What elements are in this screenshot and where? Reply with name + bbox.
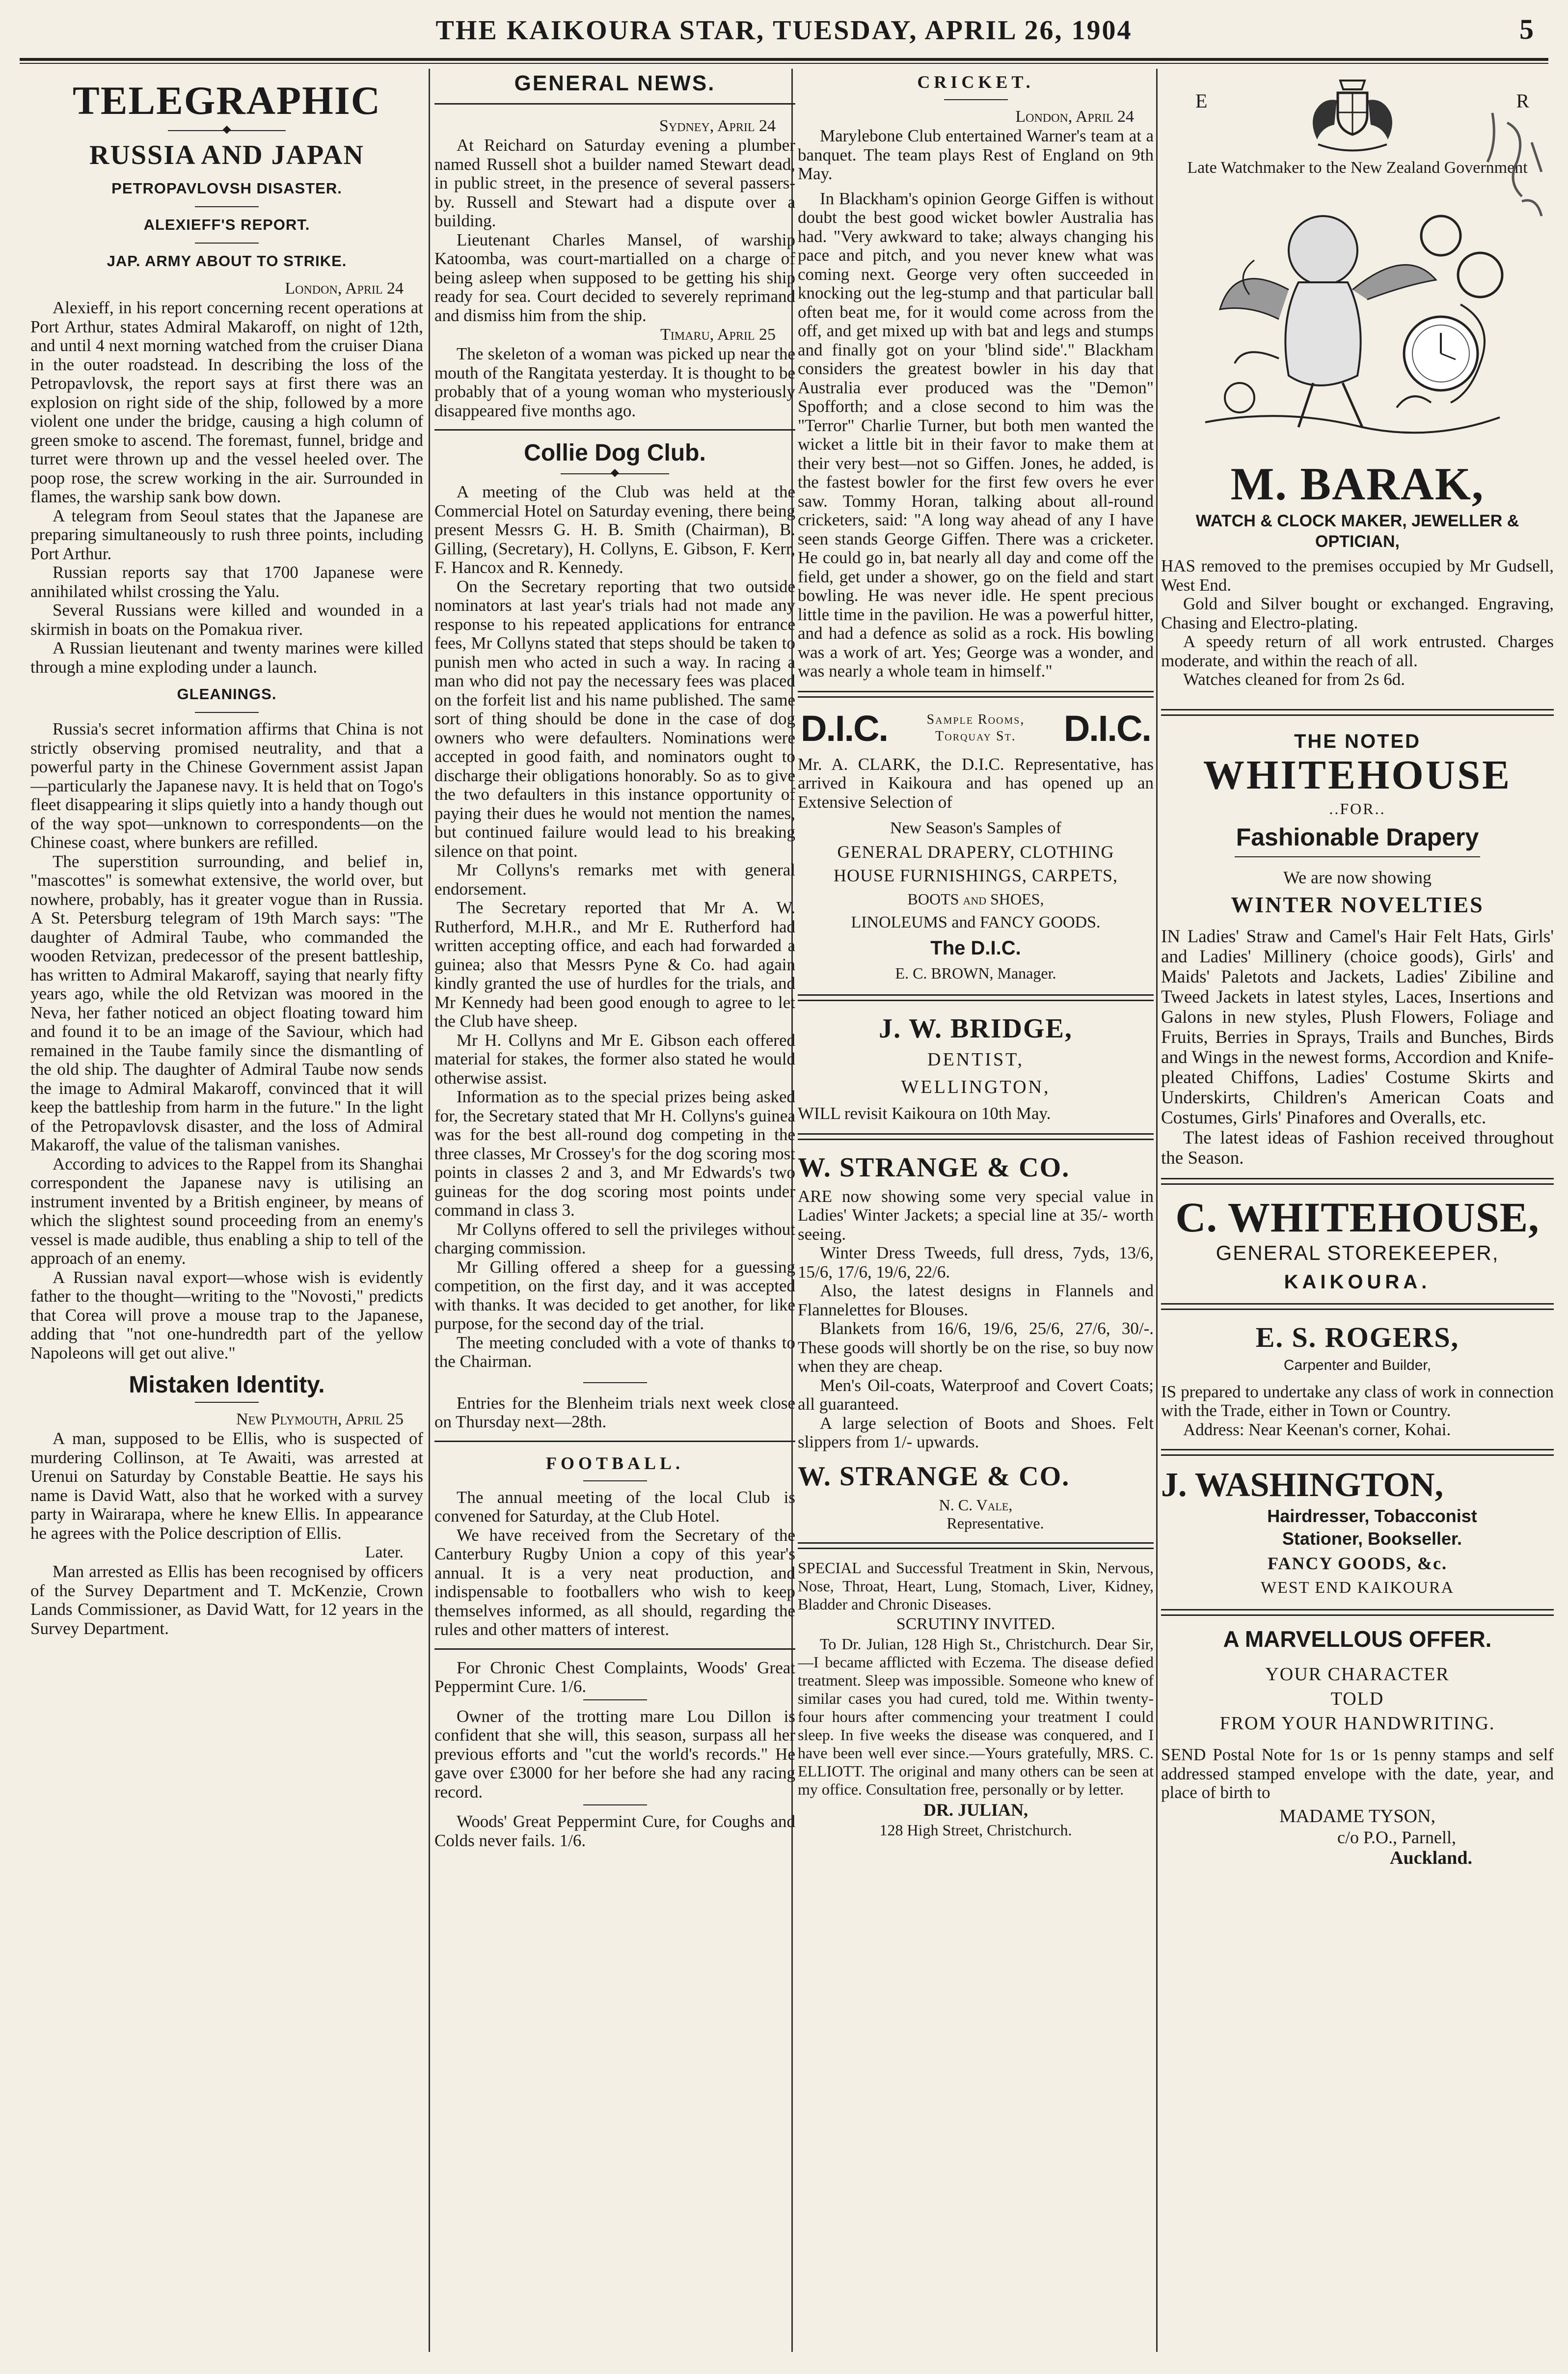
tyson-address: c/o P.O., Parnell, [1337, 1827, 1456, 1847]
headline-russia-japan: RUSSIA AND JAPAN [89, 140, 364, 170]
article-paragraph: According to advices to the Rappel from its Shanghai correspondent the Japanese navy is utilising an instrument invented by a British engineer, by means of which the slightest sound proceeding from an enemy's vessel is made audible, thus enabling a ship to tell of the approach of an enemy. [30, 1154, 423, 1268]
subhead-alexieff: ALEXIEFF'S REPORT. [143, 216, 310, 233]
marvellous-offer: A MARVELLOUS OFFER. [1223, 1626, 1492, 1652]
article-paragraph: Mr H. Collyns and Mr E. Gibson each offered material for stakes, the former also stated he would otherwise assist. [434, 1030, 795, 1088]
julian-address: 128 High Street, Christchurch. [879, 1821, 1072, 1839]
column-cricket [798, 69, 1154, 2352]
dic-line: HOUSE FURNISHINGS, CARPETS, [833, 866, 1118, 885]
advert-dic [798, 708, 1154, 985]
strange-paragraph: Blankets from 16/6, 19/6, 25/6, 27/6, 30/-. These goods will shortly be on the rise, so buy now when they are cheap. [798, 1319, 1154, 1376]
rule [434, 103, 795, 105]
rogers-paragraph: IS prepared to undertake any class of work in connection with the Trade, either in Town or Country. [1161, 1382, 1554, 1420]
julian-name: DR. JULIAN, [923, 1800, 1028, 1820]
double-rule [1161, 1303, 1554, 1310]
strange-name-2: W. STRANGE & CO. [798, 1461, 1070, 1492]
julian-intro: SPECIAL and Successful Treatment in Skin, Nervous, Nose, Throat, Heart, Lung, Stomach, Liver, Kidney, Bladder and Chronic Diseases. [798, 1558, 1154, 1613]
page-number: 5 [1519, 13, 1534, 45]
tyson-paragraph: SEND Postal Note for 1s or 1s penny stamps and self addressed stamped envelope with the date, year, and place of birth to [1161, 1745, 1554, 1802]
barak-paragraph: Watches cleaned for from 2s 6d. [1183, 670, 1406, 689]
article-paragraph: A Russian naval export—whose wish is evidently father to the thought—writing to the "Novosti," predicts that Corea will prove a mouse trap to the Japanese, adding that "not one-hundredth part of the yellow Napoleons will get out alive." [30, 1267, 423, 1363]
subhead-gleanings: GLEANINGS. [177, 685, 277, 703]
article-paragraph: On the Secretary reporting that two outside nominators at last year's trials had not made any response to his repeated applications for entrance fees, Mr Collyns stated that steps should be taken to punish men who acted in such a way. In racing a man who did not pay the necessary fees was placed on the forfeit list and his name published. The same sort of thing should be done in the case of dog owners who were defaulters. Nominations were accepted in good faith, and nominators ought to discharge their obligations honorably. So as to give the two defaulters in this instance opportunity of paying their dues he would not mention the names, but continued failure would lead to his breaking silence on that point. [434, 576, 795, 861]
advert-bridge-dentist [798, 1011, 1154, 1123]
short-rule [195, 712, 259, 713]
rule [434, 429, 795, 431]
crest-letter-right: R [1516, 90, 1529, 112]
dateline: Sydney, April 24 [659, 117, 776, 135]
article-paragraph: A telegram from Seoul states that the Japanese are preparing simultaneously to rush three points, including Port Arthur. [30, 506, 423, 563]
dic-line: GENERAL DRAPERY, CLOTHING [837, 842, 1114, 862]
dic-line: New Season's Samples of [890, 819, 1061, 837]
short-rule [195, 243, 259, 244]
dic-line: BOOTS and SHOES, [907, 890, 1044, 908]
whitehouse-paragraph: The latest ideas of Fashion received throughout the Season. [1161, 1127, 1554, 1168]
general-storekeeper: GENERAL STOREKEEPER, [1216, 1241, 1499, 1264]
rule [434, 1441, 795, 1442]
advert-tyson [1161, 1626, 1554, 1868]
article-paragraph: Man arrested as Ellis has been recognised by officers of the Survey Department and T. McKenzie, Crown Lands Commissioner, as David Watt, for 12 years in the Survey Department. [30, 1562, 423, 1638]
double-rule [1161, 709, 1554, 716]
julian-head: SCRUTINY INVITED. [896, 1614, 1055, 1633]
masthead [25, 0, 1543, 59]
section-title-telegraphic: TELEGRAPHIC [73, 78, 381, 123]
masthead-rule-thin [20, 63, 1548, 64]
barak-paragraph: HAS removed to the premises occupied by Mr Gudsell, West End. [1161, 556, 1554, 595]
short-rule [583, 1699, 647, 1700]
dateline: Timaru, April 25 [660, 326, 776, 344]
rule [434, 1648, 795, 1650]
advert-rogers [1161, 1320, 1554, 1440]
tyson-name: MADAME TYSON, [1279, 1805, 1436, 1827]
fashionable-drapery: Fashionable Drapery [1236, 823, 1479, 851]
short-rule [195, 206, 259, 207]
strange-rep-title: Representative. [946, 1514, 1044, 1532]
article-paragraph: Russian reports say that 1700 Japanese were annihilated whilst crossing the Yalu. [30, 563, 423, 601]
masthead-title: THE KAIKOURA STAR, TUESDAY, APRIL 26, 1904 [435, 15, 1133, 46]
article-paragraph: Mr Gilling offered a sheep for a guessing competition, on the first day, and it was accepted with thanks. It was decided to get another, for like purpose, for the second day of the trial. [434, 1257, 795, 1333]
bridge-text: WILL revisit Kaikoura on 10th May. [798, 1104, 1051, 1123]
showing-label: We are now showing [1283, 867, 1432, 887]
barak-paragraph: A speedy return of all work entrusted. Charges moderate, and within the reach of all. [1161, 632, 1554, 670]
character-line: TOLD [1330, 1689, 1384, 1709]
dateline: London, April 24 [285, 279, 404, 298]
advert-peppermint: Woods' Great Peppermint Cure, for Coughs and Colds never fails. 1/6. [434, 1812, 795, 1850]
barak-subtitle: WATCH & CLOCK MAKER, JEWELLER & OPTICIAN, [1195, 512, 1519, 551]
double-rule [1161, 1609, 1554, 1616]
headline-football: FOOTBALL. [545, 1453, 684, 1473]
section-title-general-news: GENERAL NEWS. [514, 71, 716, 95]
masthead-rule [20, 58, 1548, 61]
whitehouse-title: WHITEHOUSE [1203, 752, 1512, 798]
headline-mistaken-identity: Mistaken Identity. [129, 1372, 325, 1398]
handwritten-marks-icon [1478, 93, 1561, 241]
c-whitehouse-name: C. WHITEHOUSE, [1175, 1193, 1540, 1241]
rogers-name: E. S. ROGERS, [1255, 1321, 1460, 1353]
column-general-news [434, 69, 795, 2352]
dic-address: Torquay St. [935, 729, 1016, 744]
crest-letter-left: E [1195, 90, 1208, 112]
dateline: New Plymouth, April 25 [236, 1410, 404, 1428]
advert-strange [798, 1150, 1154, 1532]
column-advertisements [1161, 69, 1554, 2352]
short-rule [1235, 856, 1480, 857]
barak-royal-line: Late Watchmaker to the New Zealand Government [1187, 159, 1528, 177]
article-paragraph: Lieutenant Charles Mansel, of warship Katoomba, was court-martialled on a charge of being asleep when supposed to be getting his ship ready for sea. Court decided to severely reprimand and dismiss him from the ship. [434, 230, 795, 325]
double-rule [798, 691, 1154, 698]
double-rule [1161, 1449, 1554, 1456]
strange-rep: N. C. Vale, [939, 1496, 1013, 1514]
short-rule [944, 99, 1008, 100]
barak-name: M. BARAK, [1230, 459, 1485, 510]
article-paragraph: The superstition surrounding, and belief in, "mascottes" is somewhat extensive, the world over, but nowhere, probably, has it greater vogue than in Russia. A St. Petersburg telegram of 19th March says: "The daughter of Admiral Taube, who commanded the wooden Retvizan, predecessor of the present battleship, has written to Admiral Makaroff, saying that nearly fifty years ago, while the old Retvizan was moored in the Neva, her father noticed an object floating toward him and found it to be an image of the Saviour, which had remained in the Taube family since the dismantling of the old ship. The daughter of Admiral Taube now sends the image to Admiral Makaroff, convinced that it will keep the battleship from harm in the future." In the light of the Petropavlovsk disaster, and the loss of Admiral Makaroff, the value of the talisman vanishes. [30, 851, 423, 1154]
subhead-jap-army: JAP. ARMY ABOUT TO STRIKE. [107, 252, 347, 270]
article-paragraph: In Blackham's opinion George Giffen is without doubt the best good wicket bowler Australia has had. "Very awkward to take; always changing his pace and pitch, and you never knew what was coming next. George very often succeeded in knocking out the leg-stump and that particular ball often beat me, for it would come across from the off, and get mixed up with bat and legs and stumps and finally got on your 'blind side'." Blackham considers the greatest bowler in his day that Australia ever produced was the "Demon" Spofforth; and a close second to him was the "Terror" Charlie Turner, but both men wanted the wicket a little bit in their favor to make them at their very best—not so Giffen. Jones, he added, is the fastest bowler for the first few overs he ever saw. Tommy Horan, talking about all-round cricketers, said: "A long way ahead of any I have seen stands George Giffen. There was a cricketer. He could go in, bat nearly all day and come off the field, get under a shower, go on the field and start bowling. He was never idle. He spent precious little time in the pavilion. He was a powerful hitter, and had a defence as solid as a rock. His bowling was a work of art. Yes; George was a wonder, and was nearly a whole team in himself." [798, 189, 1154, 681]
double-rule [1161, 1178, 1554, 1185]
article-paragraph: The Secretary reported that Mr A. W. Rutherford, M.H.R., and Mr E. Rutherford had written accepting office, and each had forwarded a guinea; also that Messrs Pyne & Co. had again kindly granted the use of hurdles for the trials, and Mr Kennedy had been good enough to agree to let the Club have sheep. [434, 898, 795, 1031]
dic-logo-right: D.I.C. [1063, 708, 1151, 749]
short-rule [583, 1480, 647, 1481]
article-paragraph: Marylebone Club entertained Warner's team at a banquet. The team plays Rest of England on 9th May. [798, 126, 1154, 183]
dic-intro: Mr. A. CLARK, the D.I.C. Representative, has arrived in Kaikoura and has opened up an Extensive Selection of [798, 754, 1154, 812]
strange-paragraph: ARE now showing some very special value in Ladies' Winter Jackets; a special line at 35/- worth seeing. [798, 1186, 1154, 1244]
whitehouse-paragraph: IN Ladies' Straw and Camel's Hair Felt Hats, Girls' and Ladies' Millinery (choice goods), Girls' and Maids' Paletots and Jackets, Ladies' Zibiline and Tweed Jackets in latest styles, Laces, Insertions and Galons in new styles, Plush Flowers, Foliage and Fruits, Berries in Sprays, Trails and Bunches, Birds and Wings in the newest forms, Accordion and Knife-pleated Chiffons, Ladies' Costume Skirts and Underskirts, Children's American Coats and Costumes, Girls' Pinafores and Overalls, etc. [1161, 926, 1554, 1128]
short-rule [195, 1402, 259, 1403]
tyson-address: Auckland. [1390, 1847, 1472, 1868]
headline-collie-dog-club: Collie Dog Club. [524, 440, 706, 466]
washington-line: Hairdresser, Tobacconist [1267, 1506, 1477, 1526]
article-paragraph: A man, supposed to be Ellis, who is suspected of murdering Collinson, at Te Awaiti, was arrested at Urenui on Saturday by Constable Beattie. He says his name is David Watt, also that he worked with a survey party in Wairarapa, where he knew Ellis. In appearance he agrees with the Police description of Ellis. [30, 1429, 423, 1543]
article-paragraph: Russia's secret information affirms that China is not strictly observing promised neutrality, and that a powerful party in the Chinese Government assist Japan—particularly the Japanese navy. It is held that on Togo's fleet disappearing it slips quietly into a handy though out of the way spot—unknown to correspondents—on the Chinese coast, where bunkers are refilled. [30, 719, 423, 852]
winter-novelties: WINTER NOVELTIES [1231, 892, 1484, 917]
double-rule [798, 1542, 1154, 1549]
column-divider [429, 69, 430, 2352]
column-telegraphic [30, 69, 423, 2352]
for-label: ..FOR.. [1329, 799, 1386, 818]
article-paragraph: The annual meeting of the local Club is convened for Saturday, at the Club Hotel. [434, 1487, 795, 1526]
barak-paragraph: Gold and Silver bought or exchanged. Engraving, Chasing and Electro-plating. [1161, 594, 1554, 632]
subhead-petropavlovsh: PETROPAVLOVSH DISASTER. [111, 180, 342, 197]
section-title-cricket: CRICKET. [917, 72, 1034, 92]
article-paragraph: Information as to the special prizes being asked for, the Secretary stated that Mr H. Collyns's guinea was for the best all-round dog competing in the three classes, Mr Crossey's for the dog scoring most points in classes 2 and 3, and Mr Edwards's two guineas for the dog scoring most points under command in class 3. [434, 1087, 795, 1220]
rogers-paragraph: Address: Near Keenan's corner, Kohai. [1183, 1419, 1451, 1439]
advert-whitehouse [1161, 731, 1554, 1168]
article-paragraph: Alexieff, in his report concerning recent operations at Port Arthur, states Admiral Makaroff, on night of 12th, and until 4 next morning watched from the cruiser Diana in the outer roadstead. In describing the loss of the Petropavlovsk, the report says at first there was an explosion on right side of the ship, followed by a more violent one under the bridge, causing a high column of green smoke to ascend. The foremast, funnel, bridge and turret were thrown up and the vessel heeled over. The poop rose, the screw working in the air. Surrounded in flames, the warship sank bow down. [30, 298, 423, 506]
strange-paragraph: A large selection of Boots and Shoes. Felt slippers from 1/- upwards. [798, 1413, 1154, 1451]
later-label: Later. [365, 1543, 404, 1561]
advert-washington [1161, 1466, 1554, 1599]
washington-line: FANCY GOODS, &c. [1268, 1554, 1447, 1573]
ornament-rule [30, 127, 423, 135]
character-line: YOUR CHARACTER [1265, 1664, 1450, 1685]
article-paragraph: We have received from the Secretary of the Canterbury Rugby Union a copy of this year's annual. It is a very neat production, and indispensable to footballers who wish to keep themselves informed, as all should, regarding the rules and other matters of interest. [434, 1525, 795, 1639]
character-line: FROM YOUR HANDWRITING. [1219, 1713, 1495, 1734]
article-paragraph: The skeleton of a woman was picked up near the mouth of the Rangitata yesterday. It is thought to be probably that of a young woman who mysteriously disappeared five months ago. [434, 344, 795, 420]
article-paragraph: Several Russians were killed and wounded in a skirmish in boats on the Pomakua river. [30, 600, 423, 639]
strange-paragraph: Winter Dress Tweeds, full dress, 7yds, 13/6, 15/6, 17/6, 19/6, 22/6. [798, 1243, 1154, 1282]
double-rule [798, 994, 1154, 1001]
advert-c-whitehouse [1161, 1195, 1554, 1293]
strange-paragraph: Men's Oil-coats, Waterproof and Covert Coats; all guaranteed. [798, 1375, 1154, 1414]
noted-label: THE NOTED [1294, 730, 1421, 752]
double-rule [798, 1133, 1154, 1140]
julian-letter: To Dr. Julian, 128 High St., Christchurch. Dear Sir,—I became afflicted with Eczema. The disease defied treatment. Sleep was impossible. Someone who knew of similar cases you had cured, told me. Within twenty-four hours after commencing your treatment I could sleep. In five weeks the disease was conquered, and I have been well ever since.—Yours gratefully, MRS. C. ELLIOTT. The original and many others can be seen at my office. Consultation free, personally or by letter. [798, 1635, 1154, 1798]
bridge-title: DENTIST, [927, 1049, 1024, 1070]
article-paragraph: At Reichard on Saturday evening a plumber named Russell shot a builder named Stewart dead, in public street, in the presence of several passers-by. Russell and Stewart had a dispute over a building. [434, 136, 795, 230]
article-paragraph: The meeting concluded with a vote of thanks to the Chairman. [434, 1333, 795, 1371]
washington-name: J. WASHINGTON, [1161, 1466, 1444, 1504]
short-rule [583, 1804, 647, 1805]
bridge-name: J. W. BRIDGE, [879, 1013, 1073, 1044]
article-paragraph: Mr Collyns offered to sell the privileges without charging commission. [434, 1219, 795, 1257]
washington-line: Stationer, Bookseller. [1282, 1528, 1462, 1549]
short-rule [583, 1382, 647, 1383]
article-paragraph: Mr Collyns's remarks met with general endorsement. [434, 860, 795, 899]
dic-line: LINOLEUMS and FANCY GOODS. [851, 913, 1101, 931]
advert-peppermint: For Chronic Chest Complaints, Woods' Great Peppermint Cure. 1/6. [434, 1658, 795, 1696]
article-paragraph: Owner of the trotting mare Lou Dillon is confident that she will, this season, surpass all her previous efforts and "cut the world's records." He gave over £3000 for her before she had any racing record. [434, 1706, 795, 1801]
dateline: London, April 24 [1015, 108, 1134, 126]
advert-dr-julian [798, 1559, 1154, 1839]
coat-of-arms-icon [1294, 71, 1411, 159]
kaikoura-label: KAIKOURA. [1284, 1271, 1431, 1293]
article-paragraph: A Russian lieutenant and twenty marines were killed through a mine exploding under a launch. [30, 638, 423, 677]
article-paragraph: Entries for the Blenheim trials next week close on Thursday next—28th. [434, 1393, 795, 1431]
bridge-place: WELLINGTON, [901, 1077, 1051, 1097]
dic-manager: E. C. BROWN, Manager. [895, 964, 1056, 982]
dic-sample-rooms: Sample Rooms, [926, 712, 1025, 727]
column-divider [1156, 69, 1158, 2352]
ornament-rule [434, 470, 795, 478]
strange-paragraph: Also, the latest designs in Flannels and Flannelettes for Blouses. [798, 1281, 1154, 1319]
rogers-subtitle: Carpenter and Builder, [1283, 1357, 1432, 1373]
article-paragraph: A meeting of the Club was held at the Commercial Hotel on Saturday evening, there being present Messrs G. H. B. Smith (Chairman), B. Gilling, (Secretary), H. Collyns, E. Gibson, F. Kerr, F. Hancox and R. Kennedy. [434, 482, 795, 577]
dic-brand: The D.I.C. [930, 937, 1021, 959]
washington-line: WEST END KAIKOURA [1260, 1579, 1455, 1597]
dic-logo-left: D.I.C. [801, 708, 888, 749]
strange-name: W. STRANGE & CO. [798, 1152, 1070, 1183]
